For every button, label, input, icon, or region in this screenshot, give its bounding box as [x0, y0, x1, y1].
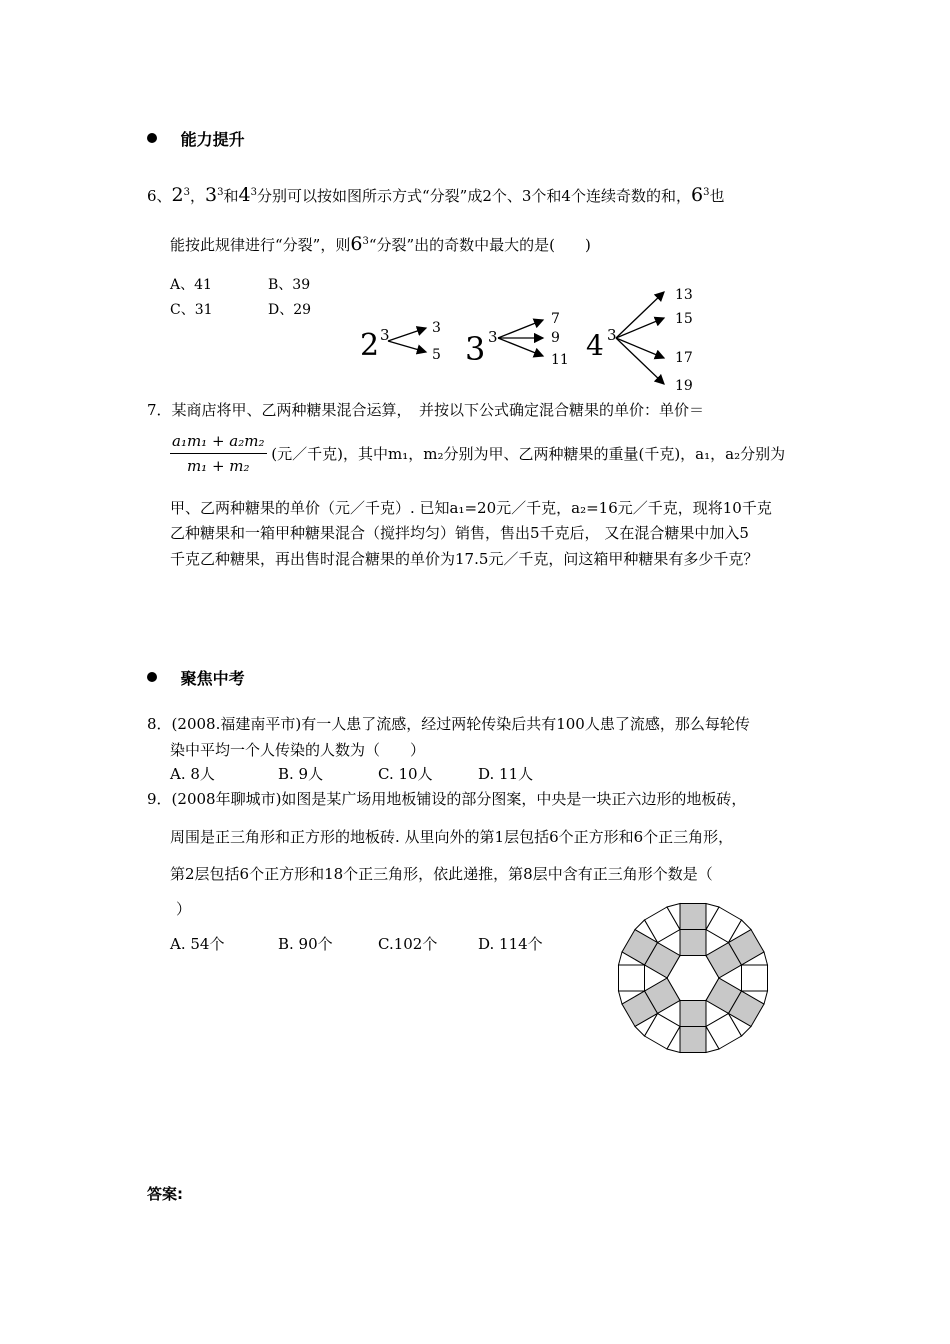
q6-expr-2cubed: $2^3$ [171, 184, 191, 206]
square-tile [680, 1001, 706, 1027]
square-tile [742, 965, 768, 991]
q6-option-b: B、39 [268, 277, 311, 293]
q7-line1: 7．某商店将甲、乙两种糖果混合运算， 并按以下公式确定混合糖果的单价：单价＝ [147, 401, 705, 419]
q6-split-diagram [350, 280, 710, 395]
q8-option-c: C. 10人 [378, 765, 433, 783]
arrow-4-to-17 [616, 338, 664, 358]
q9-line1: 9．(2008年聊城市)如图是某广场用地板铺设的部分图案，中央是一块正六边形的地板砖， [147, 790, 747, 808]
diagram-out-9: 9 [551, 330, 560, 346]
diagram-out-3: 3 [432, 320, 441, 336]
arrow-4-to-13 [616, 292, 664, 338]
q7-line4: 乙种糖果和一箱甲种糖果混合（搅拌均匀）销售，售出5千克后， 又在混合糖果中加入5 [170, 524, 749, 542]
q9-line4: ） [176, 900, 192, 918]
q8-option-d: D. 11人 [478, 765, 534, 783]
q7-price-formula [170, 432, 267, 475]
q9-option-c: C.102个 [378, 935, 438, 953]
arrow-3-to-7 [498, 320, 543, 338]
q8-line1: 8．(2008.福建南平市)有一人患了流感，经过两轮传染后共有100人患了流感，那么每轮传 [147, 715, 750, 733]
formula-denominator: m₁ + m₂ [186, 457, 250, 475]
answer-label: 答案: [147, 1185, 183, 1203]
q9-option-d: D. 114个 [478, 935, 543, 953]
q9-option-b: B. 90个 [278, 935, 333, 953]
q6-option-c: C、31 [170, 302, 213, 318]
q6-option-a: A、41 [170, 277, 212, 293]
q6-expr-6cubed: $6^3$ [690, 184, 710, 206]
diagram-base-4: 4 [586, 329, 604, 362]
square-tile [680, 930, 706, 956]
q7-formula-desc: (元／千克)，其中m₁，m₂分别为甲、乙两种糖果的重量(千克)，a₁，a₂分别为 [271, 445, 786, 463]
section-heading-exam [147, 666, 245, 689]
q7-line3: 甲、乙两种糖果的单价（元／千克）. 已知a₁=20元／千克，a₂=16元／千克，现将10千克 [170, 499, 772, 517]
square-tile [680, 904, 706, 930]
diagram-out-17: 17 [675, 350, 693, 366]
formula-numerator: a₁m₁ + a₂m₂ [170, 432, 267, 454]
q6-expr-4cubed: $4^3$ [238, 184, 257, 206]
diagram-exp-4: 3 [607, 326, 617, 344]
q7-line5: 千克乙种糖果，再出售时混合糖果的单价为17.5元／千克，问这箱甲种糖果有多少千克？ [170, 550, 759, 568]
arrow-3-to-11 [498, 338, 543, 356]
q9-option-a: A. 54个 [170, 935, 225, 953]
q6-line1: 6、$2^3$，$3^3$和$4^3$分别可以按如图所示方式“分裂”成2个、3个和4个连续奇数的和，$6^3$也 [147, 184, 725, 206]
q9-tiling-figure [603, 893, 783, 1063]
square-tile [680, 1027, 706, 1053]
diagram-out-5: 5 [432, 347, 441, 363]
diagram-out-15: 15 [675, 311, 693, 327]
q6-text: 分别可以按如图所示方式“分裂”成2个、3个和4个连续奇数的和， [256, 187, 691, 205]
diagram-out-13: 13 [675, 287, 693, 303]
q6-text2a: 能按此规律进行“分裂”，则 [170, 236, 351, 254]
q7-line2 [170, 432, 785, 475]
square-tile [619, 965, 645, 991]
bullet-icon [147, 133, 157, 143]
diagram-exp-3: 3 [488, 328, 498, 346]
section-heading-ability [147, 127, 245, 150]
section-title: 聚焦中考 [180, 669, 245, 688]
q6-line2 [170, 233, 591, 255]
diagram-out-19: 19 [675, 378, 693, 394]
diagram-base-3: 3 [465, 330, 486, 368]
q6-expr-3cubed: $3^3$ [205, 184, 224, 206]
arrow-4-to-19 [616, 338, 664, 384]
q9-line3: 第2层包括6个正方形和18个正三角形，依此递推，第8层中含有正三角形个数是（ [170, 865, 713, 883]
q6-text2b: “分裂”出的奇数中最大的是( ) [368, 236, 591, 254]
arrow-2-to-3 [388, 328, 426, 341]
q6-number: 6、 [147, 187, 172, 205]
section-title: 能力提升 [180, 130, 245, 149]
diagram-out-11: 11 [551, 352, 569, 368]
q8-line2: 染中平均一个人传染的人数为（ ） [170, 741, 426, 759]
arrow-2-to-5 [388, 341, 426, 352]
q8-option-a: A. 8人 [170, 765, 215, 783]
q6-option-d: D、29 [268, 302, 312, 318]
diagram-out-7: 7 [551, 311, 560, 327]
diagram-exp-2: 3 [380, 326, 390, 344]
q8-option-b: B. 9人 [278, 765, 324, 783]
arrow-4-to-15 [616, 318, 664, 338]
bullet-icon [147, 672, 157, 682]
diagram-base-2: 2 [360, 328, 380, 363]
q9-line2: 周围是正三角形和正方形的地板砖. 从里向外的第1层包括6个正方形和6个正三角形， [170, 828, 734, 846]
q6-expr-6cubed-2: $6^3$ [350, 233, 369, 255]
q6-text-tail: 也 [709, 187, 725, 205]
